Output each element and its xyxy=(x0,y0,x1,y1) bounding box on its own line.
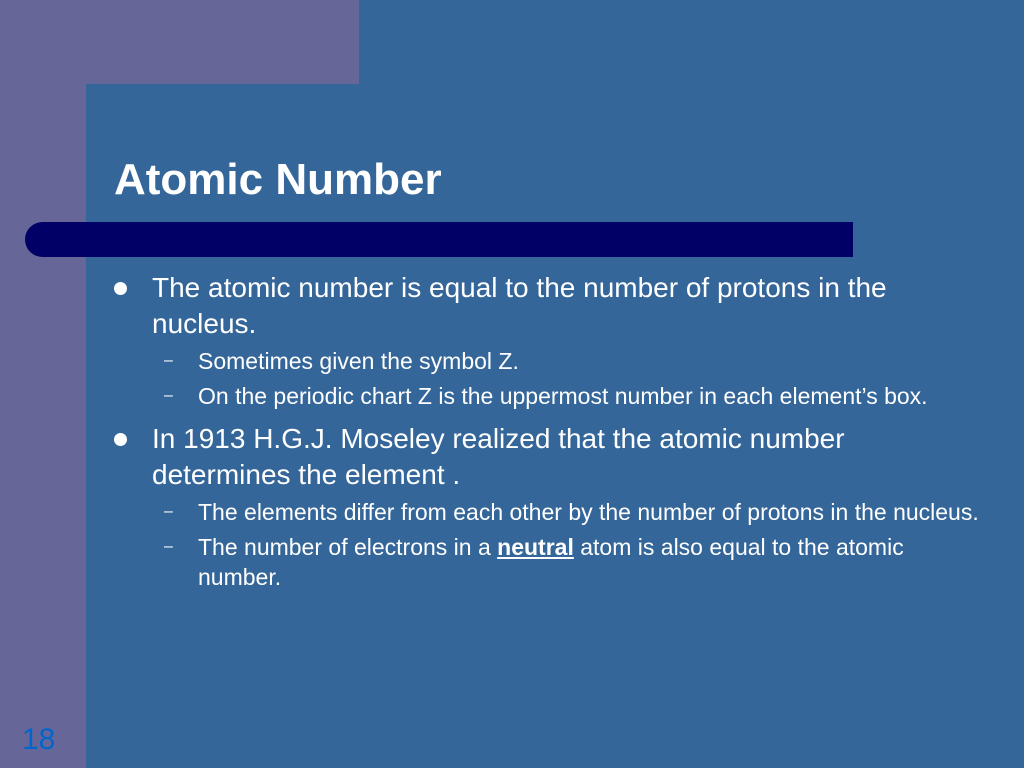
sub-bullet-list xyxy=(152,346,992,411)
bullet-dot-icon xyxy=(114,433,127,446)
sub-bullet-item xyxy=(152,381,992,411)
sub-bullet-item xyxy=(152,497,992,527)
sub-text-after: atom is also equal to the atomic number. xyxy=(198,534,904,590)
sub-bullet-text xyxy=(198,532,988,592)
dash-icon: – xyxy=(164,503,173,520)
bullet-item xyxy=(112,270,992,411)
dash-icon: – xyxy=(164,387,173,404)
sub-text-before: The number of electrons in a xyxy=(198,534,498,560)
slide-number: 18 xyxy=(22,723,56,756)
bullet-text: In 1913 H.G.J. Moseley realized that the atomic number determines the element . xyxy=(152,423,845,490)
bullet-list xyxy=(112,270,992,602)
emphasized-word: neutral xyxy=(497,534,574,560)
sub-bullet-item xyxy=(152,346,992,376)
dash-icon: – xyxy=(164,352,173,369)
bullet-item xyxy=(112,421,992,592)
sub-bullet-list xyxy=(152,497,992,592)
slide-title: Atomic Number xyxy=(114,155,442,204)
bullet-dot-icon xyxy=(114,282,127,295)
bullet-text: The atomic number is equal to the number of protons in the nucleus. xyxy=(152,272,887,339)
dash-icon: – xyxy=(164,538,173,555)
sub-bullet-text: Sometimes given the symbol Z. xyxy=(198,348,519,374)
title-underline-bar xyxy=(25,222,853,257)
sub-bullet-text: On the periodic chart Z is the uppermost number in each element’s box. xyxy=(198,383,928,409)
sub-bullet-text: The elements differ from each other by the number of protons in the nucleus. xyxy=(198,499,979,525)
sub-bullet-item xyxy=(152,532,992,592)
left-sidebar-band xyxy=(0,0,86,768)
